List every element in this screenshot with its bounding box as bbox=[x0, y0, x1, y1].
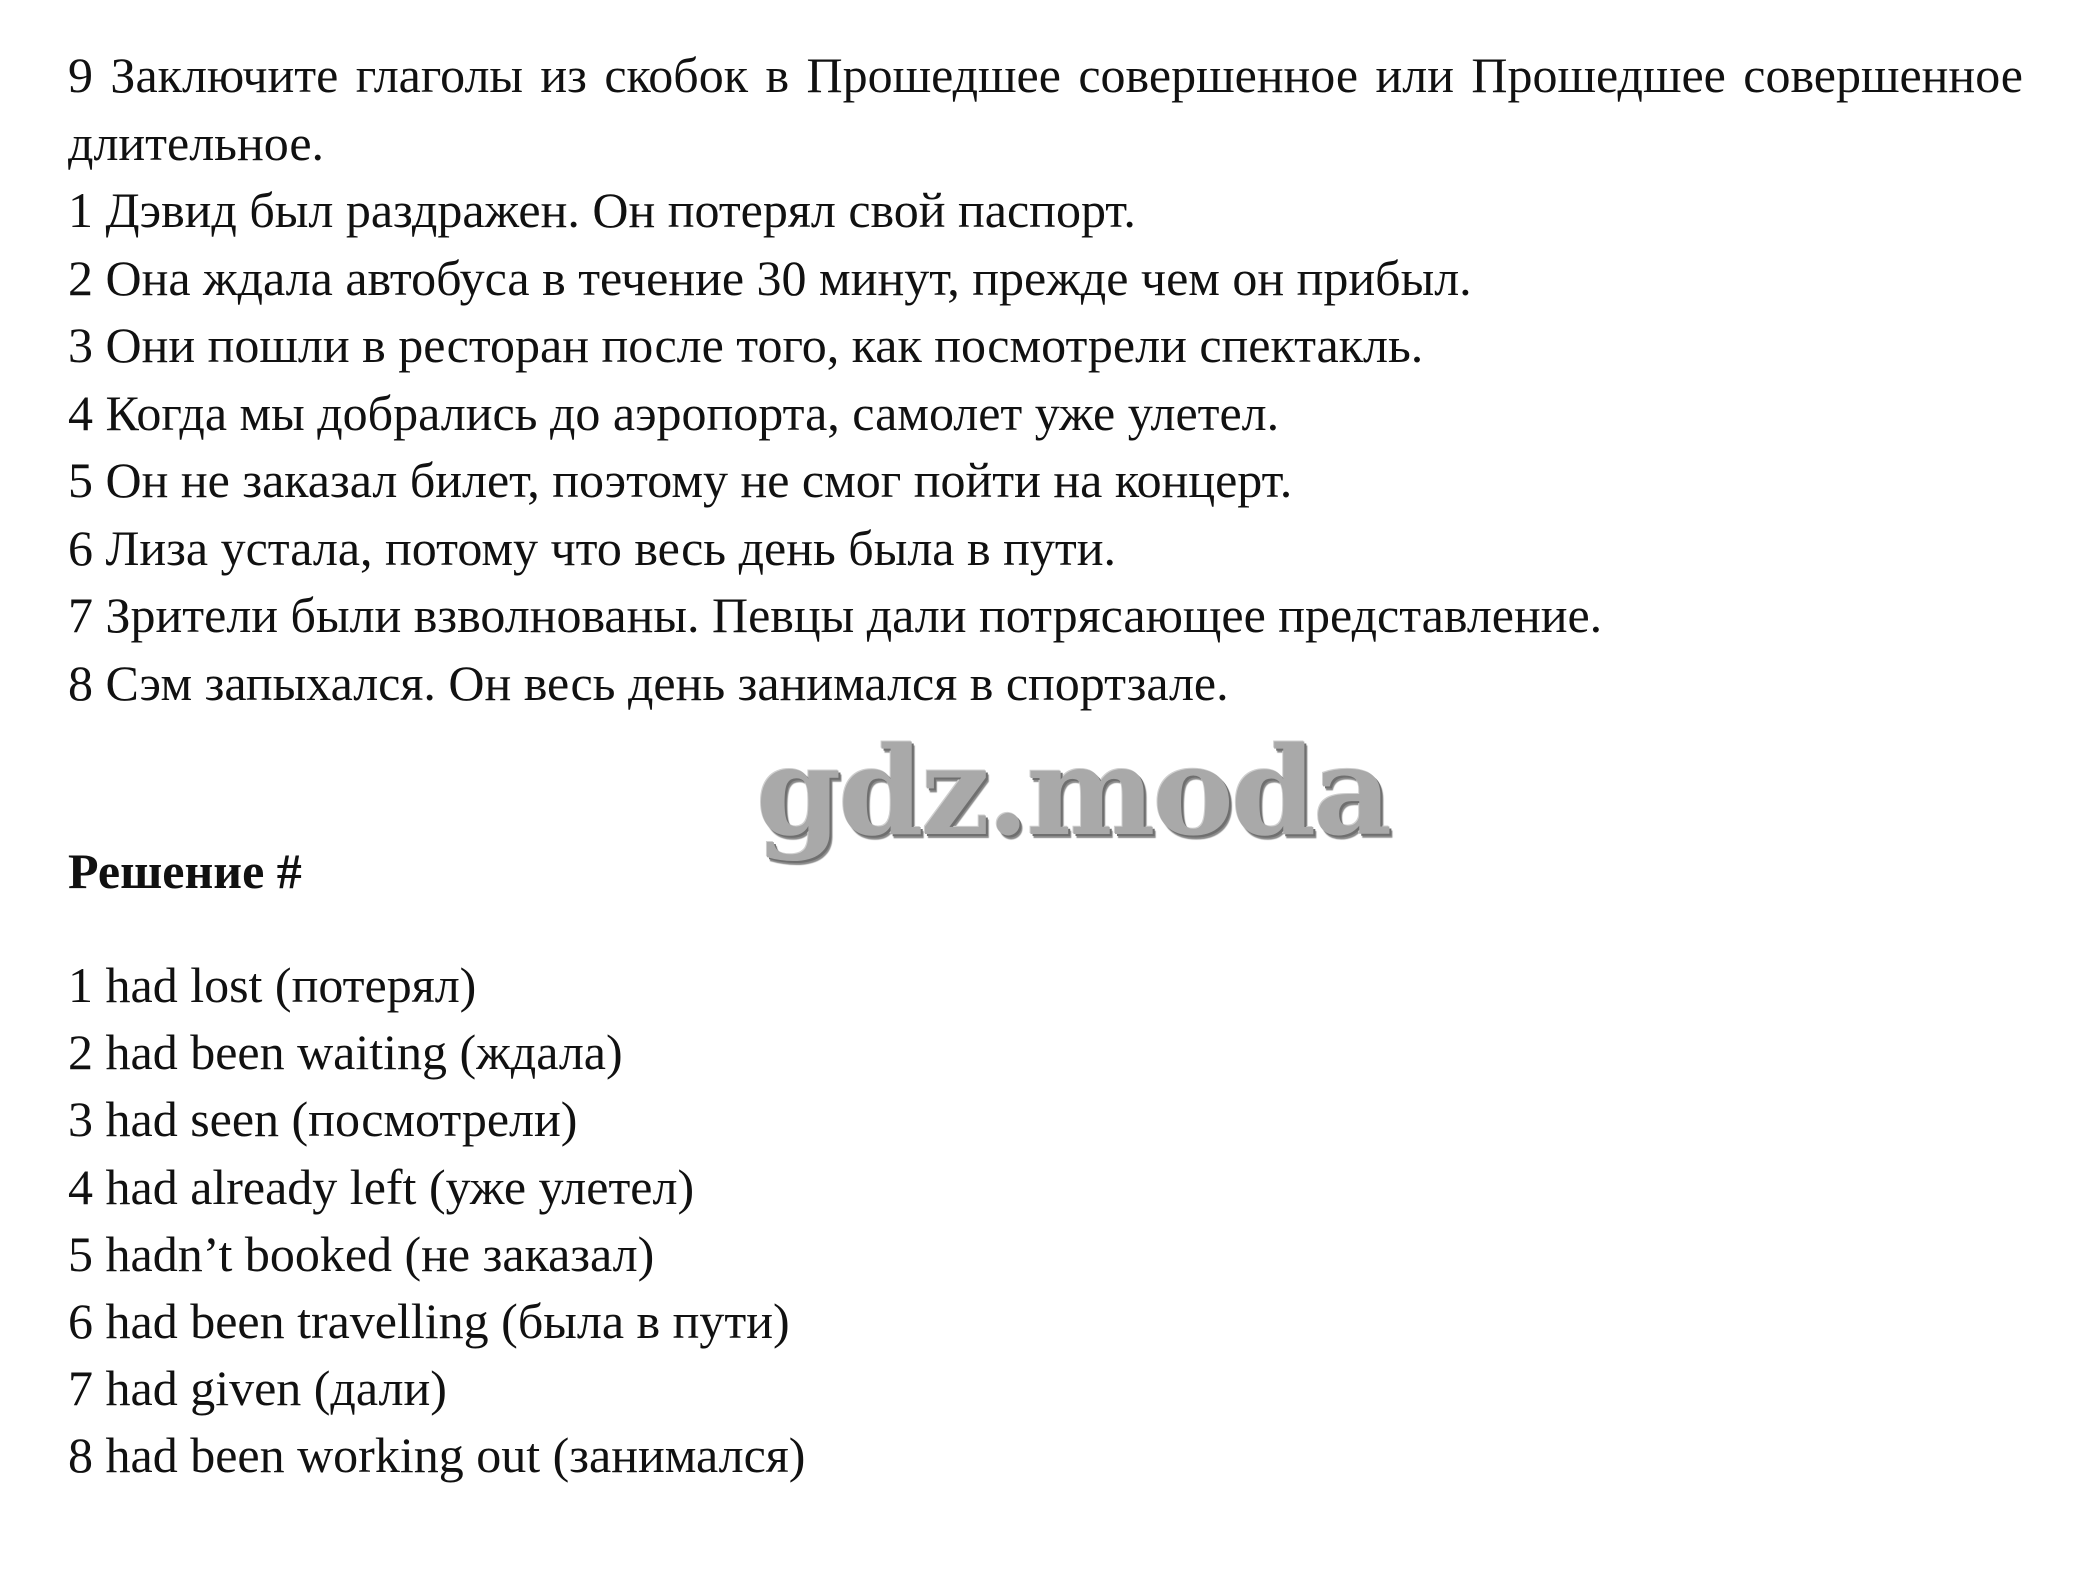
task-sentence: 6 Лиза устала, потому что весь день была в пути. bbox=[68, 519, 1116, 576]
answer-item: 5 hadn’t booked (не заказал) bbox=[68, 1225, 655, 1282]
task-sentence: 8 Сэм запыхался. Он весь день занимался в спортзале. bbox=[68, 654, 1229, 711]
watermark-logo: gdz.moda bbox=[756, 719, 1390, 863]
task-heading: 9 Заключите глаголы из скобок в Прошедшее совершенное или Прошедшее совершенное длительное. bbox=[68, 47, 2023, 171]
answer-item: 7 had given (дали) bbox=[68, 1360, 447, 1417]
task-sentence: 7 Зрители были взволнованы. Певцы дали потрясающее представление. bbox=[68, 587, 1603, 643]
task-block bbox=[68, 42, 2023, 717]
task-sentence: 5 Он не заказал билет, поэтому не смог пойти на концерт. bbox=[68, 452, 1293, 508]
answers-list bbox=[68, 952, 805, 1490]
answer-item: 1 had lost (потерял) bbox=[68, 957, 477, 1013]
task-sentence: 1 Дэвид был раздражен. Он потерял свой паспорт. bbox=[68, 182, 1136, 238]
answer-item: 8 had been working out (занимался) bbox=[68, 1427, 806, 1484]
answer-item: 4 had already left (уже улетел) bbox=[68, 1158, 695, 1215]
task-sentence: 2 Она ждала автобуса в течение 30 минут, прежде чем он прибыл. bbox=[68, 249, 1472, 306]
answer-item: 3 had seen (посмотрели) bbox=[68, 1091, 578, 1148]
solution-title: Решение # bbox=[68, 843, 302, 899]
task-sentence: 4 Когда мы добрались до аэропорта, самолет уже улетел. bbox=[68, 384, 1280, 441]
answer-item: 6 had been travelling (была в пути) bbox=[68, 1293, 790, 1350]
answer-item: 2 had been waiting (ждала) bbox=[68, 1024, 623, 1081]
task-sentence: 3 Они пошли в ресторан после того, как посмотрели спектакль. bbox=[68, 317, 1424, 373]
